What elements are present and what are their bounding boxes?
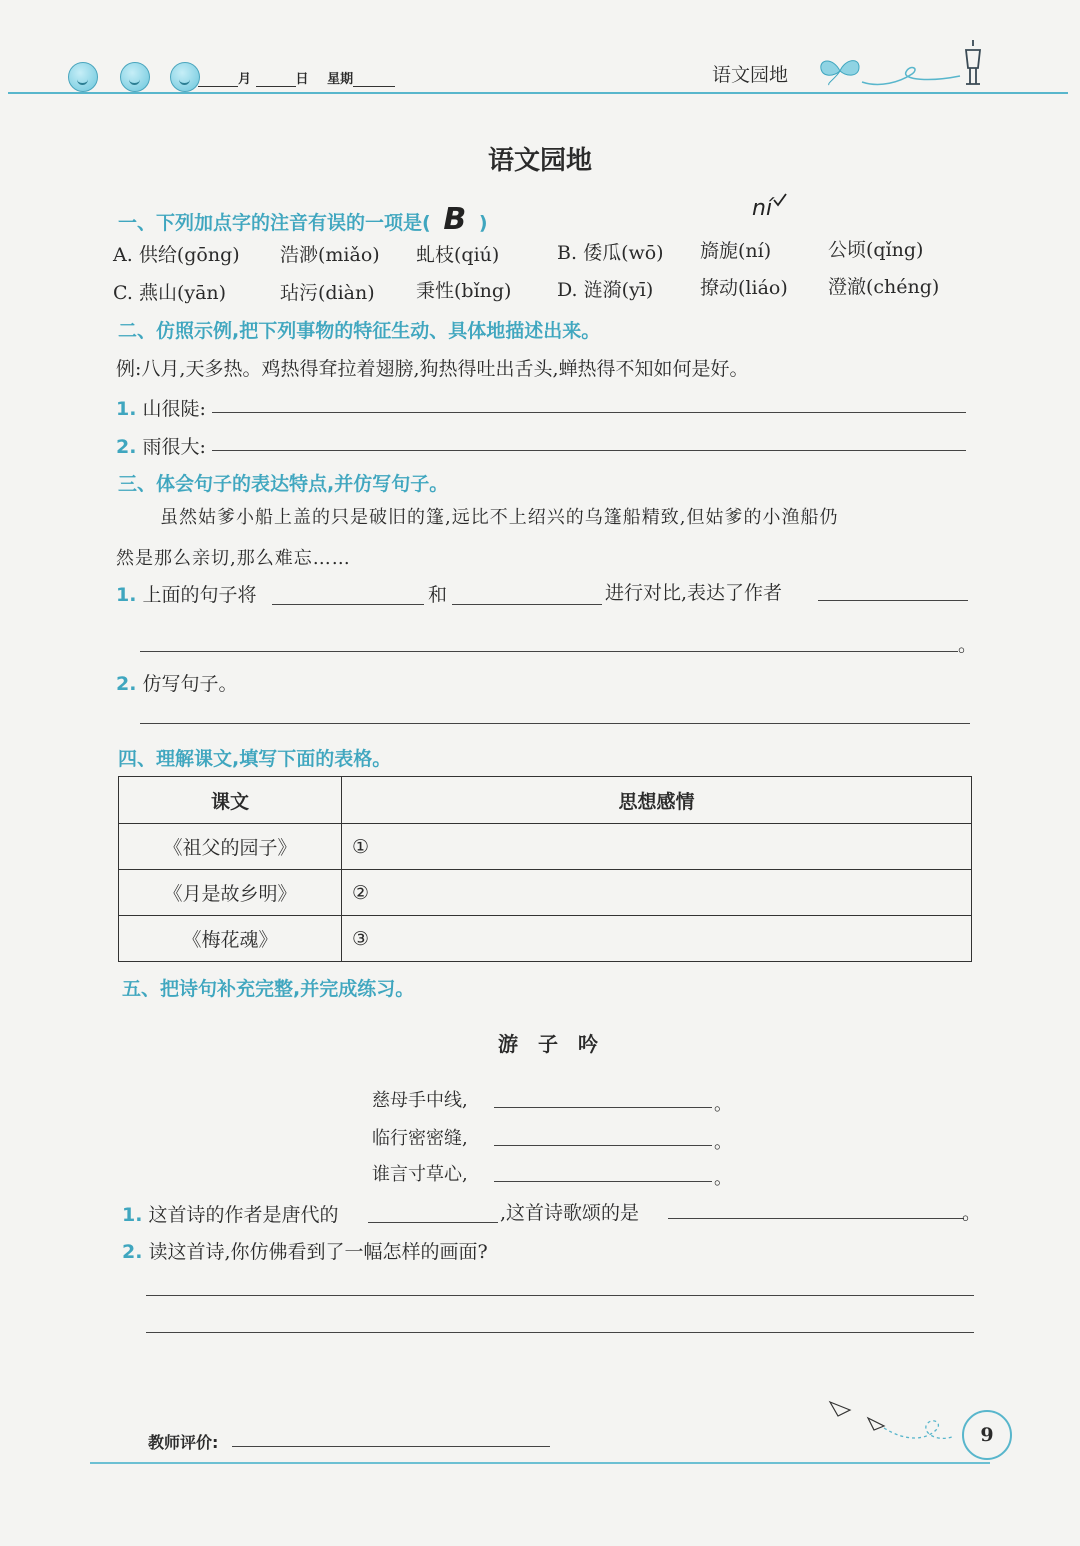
- footer-rule: [90, 1462, 990, 1464]
- q1-option-a-item2: 浩渺(miǎo): [280, 244, 380, 266]
- check-mark-icon: [772, 192, 788, 208]
- q3-item-1: 1. 上面的句子将: [116, 584, 257, 606]
- q1-option-d-item3: 澄澈(chéng): [828, 276, 940, 298]
- q1-prompt: 一、下列加点字的注音有误的一项是( B ): [118, 202, 488, 237]
- table-row: [119, 824, 972, 870]
- poem-blank-3[interactable]: [494, 1181, 712, 1182]
- table-header-lesson: 课文: [119, 777, 342, 824]
- table-cell-answer[interactable]: ③: [342, 916, 972, 962]
- q4-table: [118, 776, 972, 962]
- q5-blank-author[interactable]: [368, 1222, 498, 1223]
- paper-plane-icon: [826, 1396, 956, 1452]
- teacher-evaluation-line[interactable]: [232, 1446, 550, 1447]
- q3-item-1-contrast: 进行对比,表达了作者: [605, 582, 783, 604]
- day-label: 日: [295, 72, 309, 87]
- q3-blank-4[interactable]: [140, 651, 958, 652]
- q2-answer-line-1[interactable]: [212, 412, 966, 413]
- handwritten-answer: B: [443, 202, 467, 237]
- q5-prompt: 五、把诗句补充完整,并完成练习。: [122, 978, 415, 1000]
- q2-prompt: 二、仿照示例,把下列事物的特征生动、具体地描述出来。: [118, 320, 601, 342]
- table-header-row: [119, 777, 972, 824]
- poem-line-3-end: 。: [714, 1168, 732, 1189]
- handwritten-note: ní: [752, 196, 773, 221]
- q3-item-1-and: 和: [428, 584, 448, 606]
- table-cell-lesson: 《祖父的园子》: [119, 824, 342, 870]
- page-title: 语文园地: [487, 146, 592, 176]
- weekday-label: 星期: [327, 72, 354, 87]
- table-row: [119, 916, 972, 962]
- table-cell-answer[interactable]: ①: [342, 824, 972, 870]
- q5-blank-theme[interactable]: [668, 1218, 964, 1219]
- q1-option-a-item3: 虬枝(qiú): [416, 244, 500, 266]
- q5-answer-line-2[interactable]: [146, 1332, 974, 1333]
- table-row: [119, 870, 972, 916]
- table-cell-lesson: 《梅花魂》: [119, 916, 342, 962]
- q3-item-1-end: 。: [958, 634, 978, 656]
- q5-item-1-b: ,这首诗歌颂的是: [500, 1202, 640, 1224]
- q3-passage-line-1: 虽然姑爹小船上盖的只是破旧的篷,远比不上绍兴的乌篷船精致,但姑爹的小渔船仍: [160, 507, 839, 528]
- table-cell-lesson: 《月是故乡明》: [119, 870, 342, 916]
- poem-blank-1[interactable]: [494, 1107, 712, 1108]
- header-section-title: 语文园地: [712, 64, 789, 86]
- q2-item-2: 2. 雨很大:: [116, 436, 206, 458]
- q3-prompt: 三、体会句子的表达特点,并仿写句子。: [118, 473, 449, 495]
- q2-item-1: 1. 山很陡:: [116, 398, 206, 420]
- header-rule: [8, 92, 1068, 94]
- q2-example: 例:八月,天多热。鸡热得耷拉着翅膀,狗热得吐出舌头,蝉热得不知如何是好。: [116, 358, 749, 380]
- q1-option-c-item3: 秉性(bǐng): [416, 280, 512, 302]
- table-header-feeling: 思想感情: [342, 777, 972, 824]
- q5-answer-line-1[interactable]: [146, 1295, 974, 1296]
- q1-option-b-item2: 旖旎(ní): [700, 240, 772, 262]
- q1-option-b: B. 倭瓜(wō): [557, 242, 664, 264]
- q1-option-b-item3: 公顷(qǐng): [828, 239, 924, 261]
- q1-option-c-item2: 玷污(diàn): [280, 282, 375, 304]
- q5-item-1-end: 。: [962, 1202, 982, 1224]
- neutral-face-icon: [120, 62, 150, 92]
- q3-answer-line[interactable]: [140, 723, 970, 724]
- q3-item-2: 2. 仿写句子。: [116, 673, 238, 695]
- decorative-swirl: [860, 62, 970, 92]
- q1-option-d: D. 涟漪(yī): [557, 279, 654, 301]
- lamp-icon: [958, 38, 988, 88]
- month-label: 月: [238, 72, 252, 87]
- page-number: 9: [962, 1410, 1012, 1460]
- q5-item-1: 1. 这首诗的作者是唐代的: [122, 1204, 339, 1226]
- table-cell-answer[interactable]: ②: [342, 870, 972, 916]
- poem-line-3: 谁言寸草心,: [372, 1164, 468, 1185]
- poem-line-1-end: 。: [714, 1094, 732, 1115]
- q4-prompt: 四、理解课文,填写下面的表格。: [118, 748, 392, 770]
- q1-option-d-item2: 撩动(liáo): [700, 277, 788, 299]
- butterfly-icon: [815, 55, 865, 87]
- q2-answer-line-2[interactable]: [212, 450, 966, 451]
- q3-passage-line-2: 然是那么亲切,那么难忘……: [116, 548, 351, 569]
- q1-option-c: C. 燕山(yān): [113, 282, 227, 304]
- teacher-evaluation-label: 教师评价:: [148, 1433, 219, 1452]
- poem-line-1: 慈母手中线,: [372, 1090, 468, 1111]
- q3-blank-3[interactable]: [818, 600, 968, 601]
- poem-blank-2[interactable]: [494, 1145, 712, 1146]
- poem-line-2: 临行密密缝,: [372, 1128, 468, 1149]
- q5-item-2: 2. 读这首诗,你仿佛看到了一幅怎样的画面?: [122, 1241, 488, 1263]
- date-line: [198, 68, 395, 87]
- q3-blank-2[interactable]: [452, 604, 602, 605]
- sad-face-icon: [170, 62, 200, 92]
- q3-blank-1[interactable]: [272, 604, 424, 605]
- poem-line-2-end: 。: [714, 1132, 732, 1153]
- smiley-face-icon: [68, 62, 98, 92]
- q1-option-a: A. 供给(gōng): [113, 244, 240, 266]
- poem-title: 游 子 吟: [498, 1032, 598, 1056]
